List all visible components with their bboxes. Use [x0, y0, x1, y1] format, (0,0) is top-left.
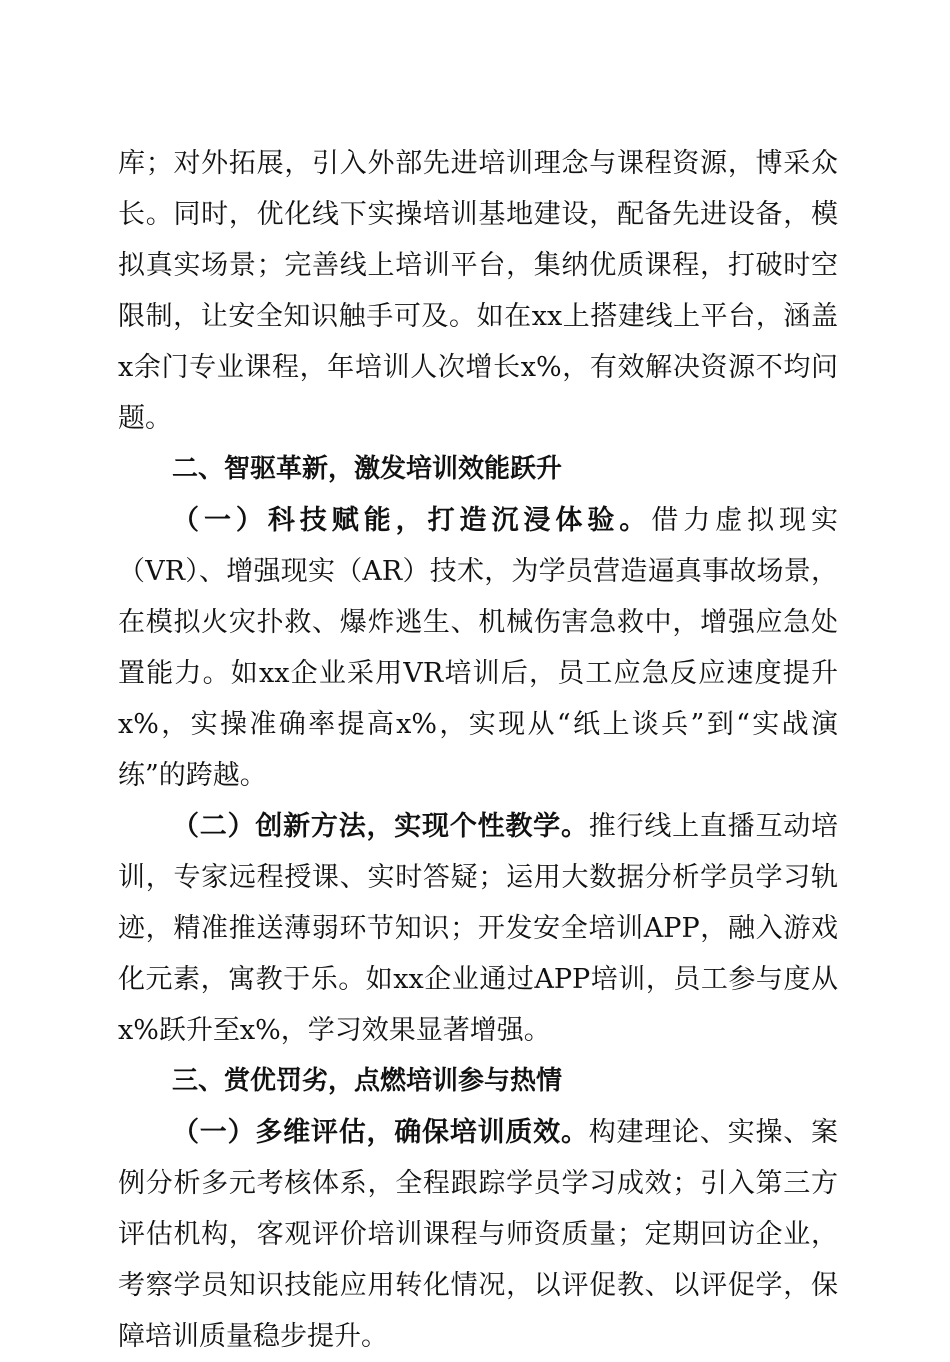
section-3-paragraph-1-body: 构建理论、实操、案例分析多元考核体系，全程跟踪学员学习成效；引入第三方评估机构，客观评价培训课程与师资质量；定期回访企业，考察学员知识技能应用转化情况，以评促教、以评促学，保障培训质量稳步提升。 — [118, 1117, 839, 1352]
section-3-paragraph-1-lead: （一）多维评估，确保培训质效。 — [172, 1117, 589, 1148]
document-body — [118, 138, 838, 1362]
section-3-heading: 三、赏优罚劣，点燃培训参与热情 — [172, 1066, 563, 1096]
section-2-paragraph-1 — [118, 495, 838, 801]
section-2-paragraph-2-body: 推行线上直播互动培训，专家远程授课、实时答疑；运用大数据分析学员学习轨迹，精准推送薄弱环节知识；开发安全培训APP，融入游戏化元素，寓教于乐。如xx企业通过APP培训，员工参与度从x%跃升至x%，学习效果显著增强。 — [118, 811, 839, 1046]
section-2-heading: 二、智驱革新，激发培训效能跃升 — [172, 454, 563, 484]
section-2-paragraph-2-lead: （二）创新方法，实现个性教学。 — [172, 811, 589, 842]
section-2-paragraph-1-body: 借力虚拟现实（VR）、增强现实（AR）技术，为学员营造逼真事故场景，在模拟火灾扑救、爆炸逃生、机械伤害急救中，增强应急处置能力。如xx企业采用VR培训后，员工应急反应速度提升x%，实操准确率提高x%，实现从“纸上谈兵”到“实战演练”的跨越。 — [118, 505, 838, 791]
section-2-paragraph-2 — [118, 801, 838, 1056]
paragraph-continuation: 库；对外拓展，引入外部先进培训理念与课程资源，博采众长。同时，优化线下实操培训基地建设，配备先进设备，模拟真实场景；完善线上培训平台，集纳优质课程，打破时空限制，让安全知识触手可及。如在xx上搭建线上平台，涵盖x余门专业课程，年培训人次增长x%，有效解决资源不均问题。 — [118, 148, 838, 434]
section-2-paragraph-1-lead: （一）科技赋能，打造沉浸体验。 — [172, 505, 652, 536]
section-3-paragraph-1 — [118, 1107, 838, 1362]
